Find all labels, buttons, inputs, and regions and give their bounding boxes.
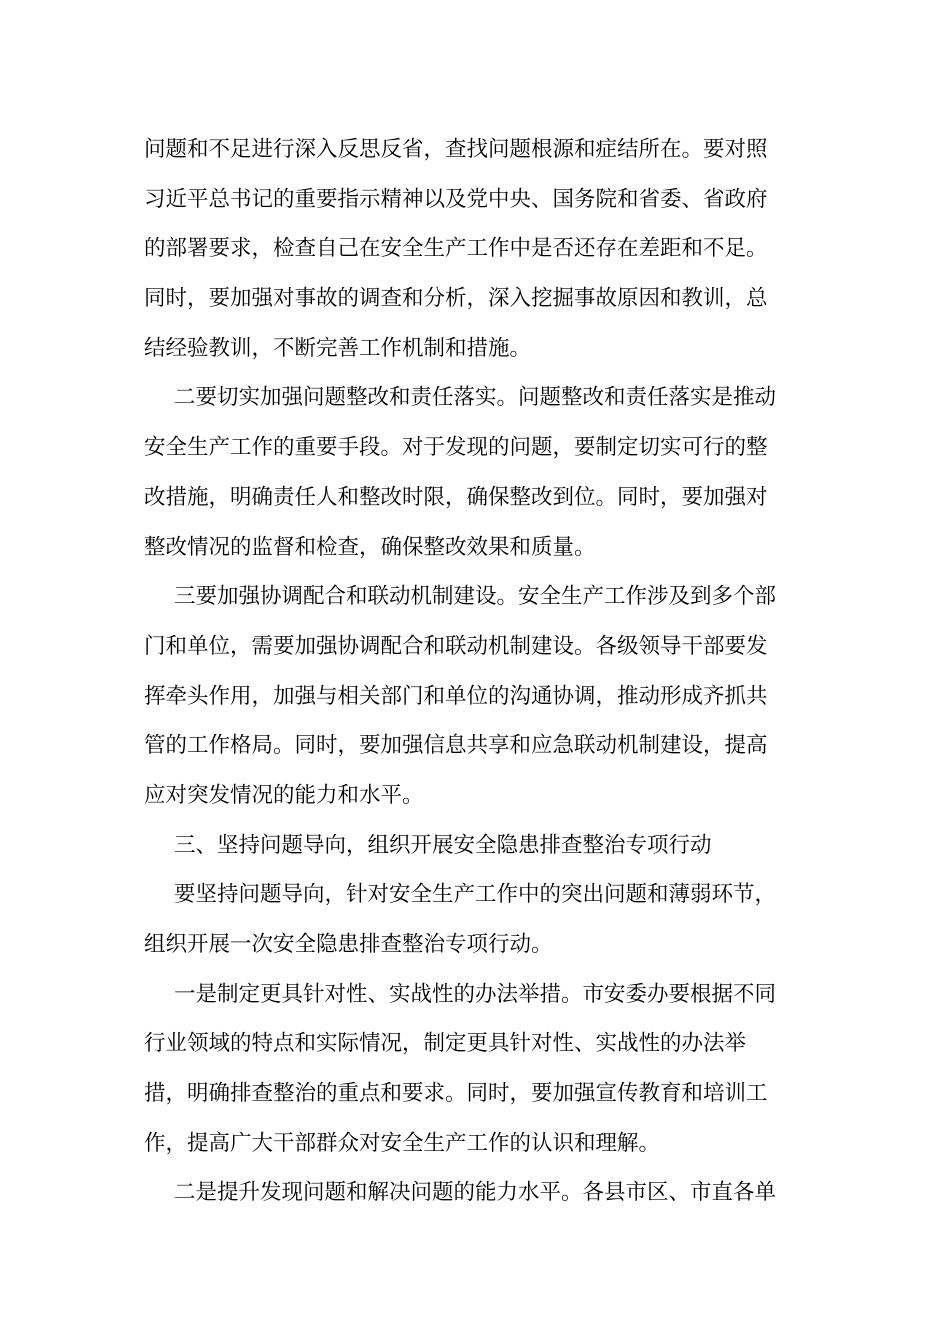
- text-line: 一是制定更具针对性、实战性的办法举措。市安委办要根据不同: [174, 981, 777, 1007]
- text-line: 措，明确排查整治的重点和要求。同时，要加强宣传教育和培训工: [144, 1081, 768, 1107]
- text-line: 管的工作格局。同时，要加强信息共享和应急联动机制建设，提高: [144, 733, 768, 759]
- text-line: 作，提高广大干部群众对安全生产工作的认识和理解。: [144, 1130, 661, 1156]
- text-line: 习近平总书记的重要指示精神以及党中央、国务院和省委、省政府: [144, 186, 768, 212]
- text-line: 组织开展一次安全隐患排查整治专项行动。: [144, 932, 553, 957]
- text-line: 三、坚持问题导向，组织开展安全隐患排查整治专项行动: [174, 832, 712, 858]
- text-line: 三要加强协调配合和联动机制建设。安全生产工作涉及到多个部: [174, 584, 777, 610]
- text-line: 的部署要求，检查自己在安全生产工作中是否还存在差距和不足。: [144, 236, 768, 262]
- text-line: 二是提升发现问题和解决问题的能力水平。各县市区、市直各单: [174, 1180, 777, 1206]
- text-line: 行业领域的特点和实际情况，制定更具针对性、实战性的办法举: [144, 1031, 747, 1057]
- text-line: 同时，要加强对事故的调查和分析，深入挖掘事故原因和教训，总: [144, 286, 768, 312]
- text-line: 结经验教训，不断完善工作机制和措施。: [144, 335, 532, 361]
- text-line: 二要切实加强问题整改和责任落实。问题整改和责任落实是推动: [174, 385, 777, 411]
- document-body: [144, 125, 808, 1218]
- text-line: 挥牵头作用，加强与相关部门和单位的沟通协调，推动形成齐抓共: [144, 683, 768, 709]
- text-line: 改措施，明确责任人和整改时限，确保整改到位。同时，要加强对: [144, 484, 768, 510]
- text-line: 问题和不足进行深入反思反省，查找问题根源和症结所在。要对照: [144, 137, 768, 162]
- text-line: 安全生产工作的重要手段。对于发现的问题，要制定切实可行的整: [144, 435, 768, 461]
- text-line: 门和单位，需要加强协调配合和联动机制建设。各级领导干部要发: [144, 633, 768, 659]
- text-line: 要坚持问题导向，针对安全生产工作中的突出问题和薄弱环节，: [174, 882, 777, 908]
- text-line: 应对突发情况的能力和水平。: [144, 782, 424, 808]
- text-line: 整改情况的监督和检查，确保整改效果和质量。: [144, 534, 596, 560]
